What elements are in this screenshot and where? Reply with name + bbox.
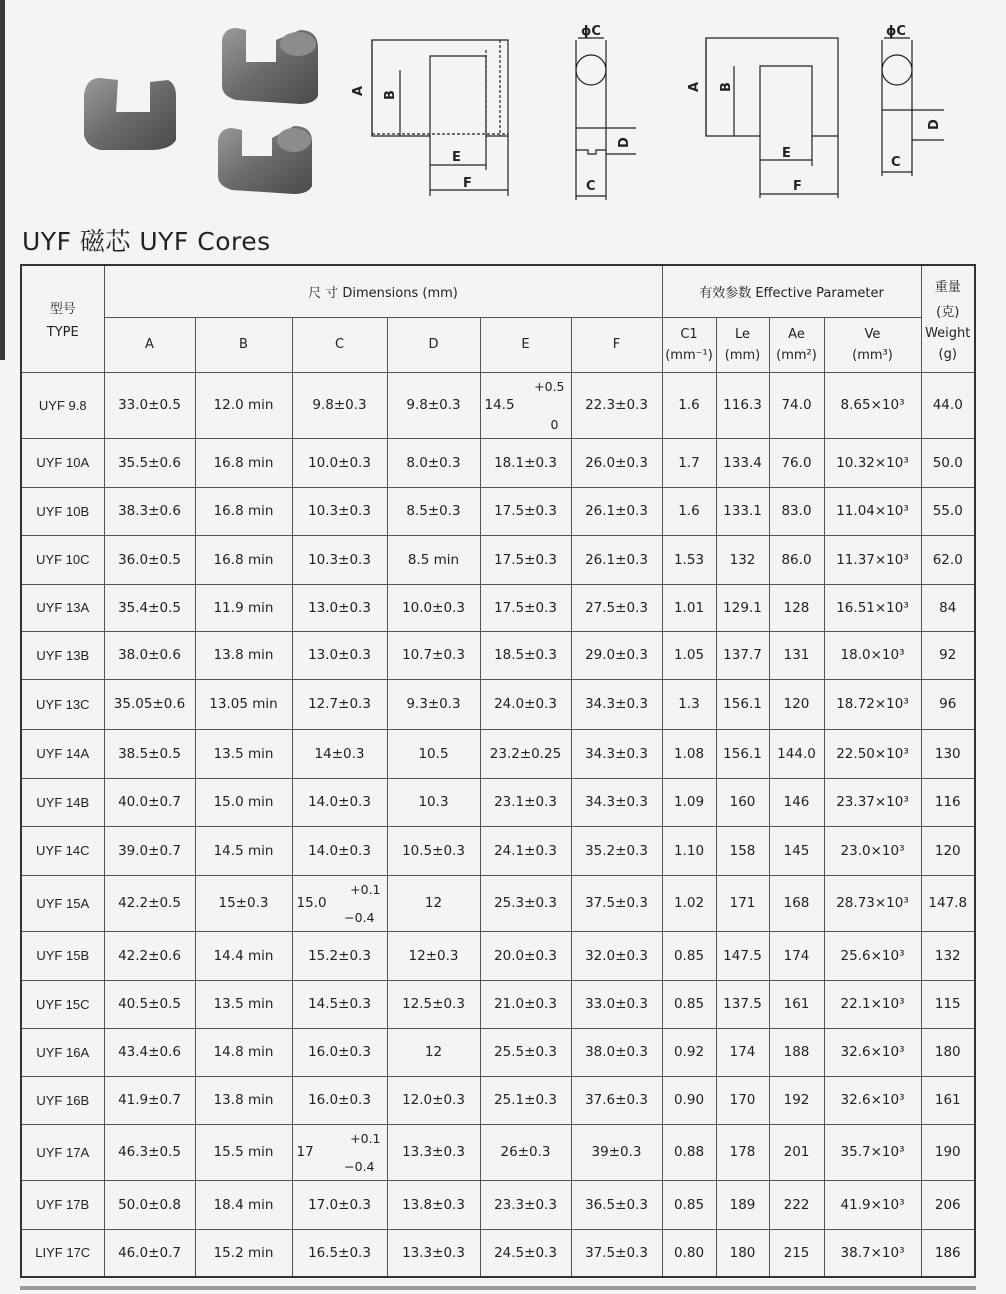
cell-b: 13.8 min [195, 1076, 292, 1124]
cell-w: 44.0 [921, 372, 975, 438]
cell-le: 171 [716, 875, 769, 931]
cell-le: 137.5 [716, 980, 769, 1028]
cell-c: 12.7±0.3 [292, 679, 387, 729]
cell-f: 26.1±0.3 [571, 487, 662, 535]
table-row [21, 1028, 975, 1076]
cell-f: 27.5±0.3 [571, 584, 662, 631]
dim-b2-label: B [719, 82, 734, 92]
cell-ae: 188 [769, 1028, 824, 1076]
cell-c: 13.0±0.3 [292, 631, 387, 679]
cell-ae: 145 [769, 826, 824, 875]
cell-b: 13.8 min [195, 631, 292, 679]
cell-ae: 83.0 [769, 487, 824, 535]
cell-a: 33.0±0.5 [104, 372, 195, 438]
cell-c: 14±0.3 [292, 729, 387, 778]
cell-ae: 201 [769, 1124, 824, 1180]
dim-b-label: B [383, 90, 398, 100]
cell-f: 32.0±0.3 [571, 931, 662, 980]
cell-d: 10.7±0.3 [387, 631, 480, 679]
ae-unit: (mm²) [776, 347, 817, 363]
cell-w: 130 [921, 729, 975, 778]
spec-table [20, 264, 976, 1278]
cell-c1: 1.6 [662, 487, 716, 535]
dim-f-label: F [463, 176, 472, 191]
cell-e: 23.2±0.25 [480, 729, 571, 778]
cell-c-main: 17 [296, 1144, 314, 1160]
cell-b: 16.8 min [195, 487, 292, 535]
cell-b: 15.2 min [195, 1229, 292, 1277]
figures-area [0, 0, 1006, 215]
cell-c-main: 15.0 [296, 895, 327, 911]
cell-b: 16.8 min [195, 438, 292, 487]
cell-c1: 0.80 [662, 1229, 716, 1277]
cell-type: UYF 9.8 [21, 372, 104, 438]
dim-e-label: E [452, 150, 461, 165]
cell-a: 38.3±0.6 [104, 487, 195, 535]
table-row [21, 875, 975, 931]
cell-type: UYF 14C [21, 826, 104, 875]
table-row [21, 1229, 975, 1277]
cell-ae: 215 [769, 1229, 824, 1277]
cell-d: 13.3±0.3 [387, 1229, 480, 1277]
cell-le: 147.5 [716, 931, 769, 980]
weight-header-unit: (g) [938, 346, 957, 362]
cell-le: 129.1 [716, 584, 769, 631]
cell-e: 20.0±0.3 [480, 931, 571, 980]
cell-c1: 0.92 [662, 1028, 716, 1076]
cell-ve: 23.37×10³ [824, 778, 921, 826]
cell-w: 206 [921, 1180, 975, 1229]
cell-a: 35.5±0.6 [104, 438, 195, 487]
weight-header-cn: 重量 [934, 279, 961, 295]
cell-w: 161 [921, 1076, 975, 1124]
cell-b: 11.9 min [195, 584, 292, 631]
cell-ve: 41.9×10³ [824, 1180, 921, 1229]
le-label: Le [734, 326, 750, 342]
cell-e: 25.5±0.3 [480, 1028, 571, 1076]
table-row [21, 729, 975, 778]
cell-ae: 161 [769, 980, 824, 1028]
diagram-front-1 [372, 40, 508, 196]
ve-label: Ve [864, 326, 881, 342]
cell-c1: 0.85 [662, 931, 716, 980]
cell-d: 12.0±0.3 [387, 1076, 480, 1124]
cell-a: 38.0±0.6 [104, 631, 195, 679]
cell-f: 34.3±0.3 [571, 778, 662, 826]
cell-le: 160 [716, 778, 769, 826]
le-unit: (mm) [724, 347, 761, 363]
cell-w: 190 [921, 1124, 975, 1180]
table-row [21, 980, 975, 1028]
weight-header-en: Weight [925, 325, 971, 341]
cell-e: 24.1±0.3 [480, 826, 571, 875]
cell-type: UYF 10C [21, 535, 104, 584]
cell-a: 35.05±0.6 [104, 679, 195, 729]
cell-w: 115 [921, 980, 975, 1028]
cell-c: 14.0±0.3 [292, 778, 387, 826]
table-row [21, 1124, 975, 1180]
cell-ae: 146 [769, 778, 824, 826]
cell-b: 14.4 min [195, 931, 292, 980]
cell-ve: 18.0×10³ [824, 631, 921, 679]
spec-table-wrap [20, 264, 974, 1278]
core-photo-u [84, 78, 176, 150]
cell-type: LIYF 17C [21, 1229, 104, 1277]
cell-c: 16.0±0.3 [292, 1076, 387, 1124]
cell-f: 29.0±0.3 [571, 631, 662, 679]
cell-a: 41.9±0.7 [104, 1076, 195, 1124]
cell-a: 42.2±0.6 [104, 931, 195, 980]
cell-ae: 128 [769, 584, 824, 631]
cell-w: 62.0 [921, 535, 975, 584]
cell-c1: 0.90 [662, 1076, 716, 1124]
cell-ve: 25.6×10³ [824, 931, 921, 980]
cell-c1: 1.10 [662, 826, 716, 875]
cell-c: 17.0±0.3 [292, 1180, 387, 1229]
dim-phic2-label: ϕC [886, 24, 906, 39]
cell-d: 12.5±0.3 [387, 980, 480, 1028]
col-ve-header [824, 317, 921, 372]
cell-ve: 35.7×10³ [824, 1124, 921, 1180]
cell-le: 189 [716, 1180, 769, 1229]
dim-phic-label: ϕC [581, 24, 601, 39]
cell-w: 96 [921, 679, 975, 729]
cell-f: 33.0±0.3 [571, 980, 662, 1028]
dim-e2-label: E [782, 146, 791, 161]
cell-f: 22.3±0.3 [571, 372, 662, 438]
col-a-header: A [104, 317, 195, 372]
cell-c1: 1.01 [662, 584, 716, 631]
cell-w: 55.0 [921, 487, 975, 535]
cell-w: 132 [921, 931, 975, 980]
cell-f: 35.2±0.3 [571, 826, 662, 875]
cell-d: 8.0±0.3 [387, 438, 480, 487]
core-photo-cylinder [222, 28, 318, 104]
cell-e: 17.5±0.3 [480, 535, 571, 584]
cell-type: UYF 15B [21, 931, 104, 980]
diagram-front-2 [706, 38, 838, 198]
cell-c1: 0.88 [662, 1124, 716, 1180]
cell-w: 120 [921, 826, 975, 875]
table-row [21, 778, 975, 826]
cell-e: 26±0.3 [480, 1124, 571, 1180]
cell-ve: 23.0×10³ [824, 826, 921, 875]
type-header-en: TYPE [46, 324, 79, 340]
cell-w: 147.8 [921, 875, 975, 931]
cell-b: 15.5 min [195, 1124, 292, 1180]
cell-c1: 1.6 [662, 372, 716, 438]
table-row [21, 679, 975, 729]
cell-a: 46.0±0.7 [104, 1229, 195, 1277]
col-le-header [716, 317, 769, 372]
cell-w: 180 [921, 1028, 975, 1076]
ae-label: Ae [788, 326, 805, 342]
cell-d: 12 [387, 875, 480, 931]
cell-e: 24.0±0.3 [480, 679, 571, 729]
cell-c [292, 875, 387, 931]
cell-a: 50.0±0.8 [104, 1180, 195, 1229]
table-row [21, 1076, 975, 1124]
cell-f: 26.0±0.3 [571, 438, 662, 487]
cell-le: 178 [716, 1124, 769, 1180]
cell-f: 26.1±0.3 [571, 535, 662, 584]
cell-b: 16.8 min [195, 535, 292, 584]
cell-le: 156.1 [716, 729, 769, 778]
cell-e: 18.5±0.3 [480, 631, 571, 679]
cell-e-main: 14.5 [484, 397, 515, 413]
cell-ve: 32.6×10³ [824, 1076, 921, 1124]
col-d-header: D [387, 317, 480, 372]
cell-a: 40.0±0.7 [104, 778, 195, 826]
type-header-cn: 型号 [49, 301, 76, 317]
cell-type: UYF 13A [21, 584, 104, 631]
dim-a2-label: A [687, 81, 702, 92]
cell-b: 18.4 min [195, 1180, 292, 1229]
cell-c1: 0.85 [662, 1180, 716, 1229]
cell-type: UYF 16A [21, 1028, 104, 1076]
cell-w: 50.0 [921, 438, 975, 487]
table-row [21, 438, 975, 487]
cell-f: 39±0.3 [571, 1124, 662, 1180]
cell-type: UYF 14A [21, 729, 104, 778]
cell-a: 36.0±0.5 [104, 535, 195, 584]
cell-w: 186 [921, 1229, 975, 1277]
page-title: UYF 磁芯 UYF Cores [22, 227, 271, 256]
cell-ve: 38.7×10³ [824, 1229, 921, 1277]
cell-type: UYF 17B [21, 1180, 104, 1229]
c1-label: C1 [680, 326, 698, 342]
cell-le: 132 [716, 535, 769, 584]
cell-c1: 1.02 [662, 875, 716, 931]
cell-e: 25.3±0.3 [480, 875, 571, 931]
cell-c1: 1.53 [662, 535, 716, 584]
col-e-header: E [480, 317, 571, 372]
cell-type: UYF 15A [21, 875, 104, 931]
cell-c1: 1.08 [662, 729, 716, 778]
cell-le: 174 [716, 1028, 769, 1076]
cell-c-lo: −0.4 [344, 909, 375, 925]
cell-w: 116 [921, 778, 975, 826]
cell-a: 39.0±0.7 [104, 826, 195, 875]
table-row [21, 372, 975, 438]
cell-d: 9.3±0.3 [387, 679, 480, 729]
col-f-header: F [571, 317, 662, 372]
cell-le: 133.1 [716, 487, 769, 535]
table-row [21, 1180, 975, 1229]
dimensions-header: 尺 寸 Dimensions (mm) [104, 265, 662, 317]
cell-b: 14.8 min [195, 1028, 292, 1076]
cell-c: 13.0±0.3 [292, 584, 387, 631]
ve-unit: (mm³) [852, 347, 893, 363]
cell-type: UYF 15C [21, 980, 104, 1028]
cell-ae: 131 [769, 631, 824, 679]
cell-le: 156.1 [716, 679, 769, 729]
cell-ae: 168 [769, 875, 824, 931]
cell-c1: 1.09 [662, 778, 716, 826]
cell-le: 137.7 [716, 631, 769, 679]
cell-le: 158 [716, 826, 769, 875]
col-ae-header [769, 317, 824, 372]
cell-f: 34.3±0.3 [571, 729, 662, 778]
cell-c: 14.5±0.3 [292, 980, 387, 1028]
cell-b: 14.5 min [195, 826, 292, 875]
cell-d: 10.5±0.3 [387, 826, 480, 875]
cell-d: 10.3 [387, 778, 480, 826]
cell-b: 15±0.3 [195, 875, 292, 931]
cell-c1: 1.7 [662, 438, 716, 487]
cell-ve: 11.37×10³ [824, 535, 921, 584]
cell-w: 92 [921, 631, 975, 679]
cell-b: 15.0 min [195, 778, 292, 826]
cell-ae: 76.0 [769, 438, 824, 487]
cell-c1: 0.85 [662, 980, 716, 1028]
cell-d: 13.8±0.3 [387, 1180, 480, 1229]
weight-header [921, 265, 975, 372]
cell-e-lo: 0 [550, 416, 559, 432]
cell-a: 43.4±0.6 [104, 1028, 195, 1076]
cell-type: UYF 10A [21, 438, 104, 487]
cell-e: 18.1±0.3 [480, 438, 571, 487]
cell-d: 10.5 [387, 729, 480, 778]
col-c1-header [662, 317, 716, 372]
dim-f2-label: F [793, 179, 802, 194]
cell-a: 38.5±0.5 [104, 729, 195, 778]
cell-b: 13.05 min [195, 679, 292, 729]
cell-d: 12 [387, 1028, 480, 1076]
effective-header: 有效参数 Effective Parameter [662, 265, 921, 317]
cell-ve: 8.65×10³ [824, 372, 921, 438]
col-b-header: B [195, 317, 292, 372]
cell-b: 13.5 min [195, 729, 292, 778]
cell-c: 14.0±0.3 [292, 826, 387, 875]
cell-c: 16.0±0.3 [292, 1028, 387, 1076]
cell-c-up: +0.1 [350, 881, 381, 897]
cell-ve: 22.50×10³ [824, 729, 921, 778]
cell-e: 21.0±0.3 [480, 980, 571, 1028]
table-row [21, 487, 975, 535]
cell-d: 12±0.3 [387, 931, 480, 980]
cell-b: 13.5 min [195, 980, 292, 1028]
cell-type: UYF 16B [21, 1076, 104, 1124]
cell-type: UYF 13B [21, 631, 104, 679]
dim-a-label: A [351, 85, 366, 96]
cell-c: 10.0±0.3 [292, 438, 387, 487]
table-row [21, 631, 975, 679]
cell-a: 46.3±0.5 [104, 1124, 195, 1180]
cell-c: 15.2±0.3 [292, 931, 387, 980]
cell-f: 38.0±0.3 [571, 1028, 662, 1076]
cell-ve: 28.73×10³ [824, 875, 921, 931]
cell-le: 133.4 [716, 438, 769, 487]
cell-f: 37.5±0.3 [571, 875, 662, 931]
weight-header-cn2: (克) [936, 304, 960, 320]
cell-e: 25.1±0.3 [480, 1076, 571, 1124]
spec-table-body [21, 372, 975, 1277]
cell-f: 34.3±0.3 [571, 679, 662, 729]
table-row [21, 584, 975, 631]
diagram-side-1 [576, 38, 636, 200]
cell-ve: 16.51×10³ [824, 584, 921, 631]
cell-f: 37.5±0.3 [571, 1229, 662, 1277]
cell-c-lo: −0.4 [344, 1158, 375, 1174]
table-row [21, 931, 975, 980]
cell-ae: 222 [769, 1180, 824, 1229]
cell-ae: 86.0 [769, 535, 824, 584]
cell-ae: 192 [769, 1076, 824, 1124]
cell-type: UYF 14B [21, 778, 104, 826]
type-header [21, 265, 104, 372]
cell-e: 17.5±0.3 [480, 487, 571, 535]
cell-c: 16.5±0.3 [292, 1229, 387, 1277]
c1-unit: (mm⁻¹) [665, 347, 713, 363]
cell-ve: 10.32×10³ [824, 438, 921, 487]
cell-a: 40.5±0.5 [104, 980, 195, 1028]
cell-ae: 174 [769, 931, 824, 980]
dim-d2-label: D [927, 119, 942, 130]
cell-f: 37.6±0.3 [571, 1076, 662, 1124]
cell-c [292, 1124, 387, 1180]
dim-d-label: D [617, 137, 632, 148]
table-row [21, 826, 975, 875]
dim-c-label: C [586, 179, 596, 194]
cell-le: 170 [716, 1076, 769, 1124]
cell-ve: 11.04×10³ [824, 487, 921, 535]
cell-e: 23.3±0.3 [480, 1180, 571, 1229]
dim-c2-label: C [891, 155, 901, 170]
cell-c: 10.3±0.3 [292, 535, 387, 584]
cell-a: 42.2±0.5 [104, 875, 195, 931]
table-row [21, 535, 975, 584]
cell-ae: 74.0 [769, 372, 824, 438]
cell-d: 13.3±0.3 [387, 1124, 480, 1180]
cell-d: 10.0±0.3 [387, 584, 480, 631]
cell-c-up: +0.1 [350, 1130, 381, 1146]
cell-c1: 1.3 [662, 679, 716, 729]
cell-e: 23.1±0.3 [480, 778, 571, 826]
cell-a: 35.4±0.5 [104, 584, 195, 631]
cell-ve: 18.72×10³ [824, 679, 921, 729]
cell-f: 36.5±0.3 [571, 1180, 662, 1229]
cell-d: 9.8±0.3 [387, 372, 480, 438]
core-photo-small [218, 126, 312, 194]
cell-e-up: +0.5 [534, 378, 565, 394]
cell-ae: 120 [769, 679, 824, 729]
cell-le: 116.3 [716, 372, 769, 438]
cell-d: 8.5±0.3 [387, 487, 480, 535]
cell-type: UYF 10B [21, 487, 104, 535]
cell-c: 10.3±0.3 [292, 487, 387, 535]
cell-b: 12.0 min [195, 372, 292, 438]
cell-e: 24.5±0.3 [480, 1229, 571, 1277]
cell-ve: 32.6×10³ [824, 1028, 921, 1076]
cell-type: UYF 17A [21, 1124, 104, 1180]
cell-c: 9.8±0.3 [292, 372, 387, 438]
cell-d: 8.5 min [387, 535, 480, 584]
cell-ae: 144.0 [769, 729, 824, 778]
cell-e: 17.5±0.3 [480, 584, 571, 631]
cell-type: UYF 13C [21, 679, 104, 729]
cell-e [480, 372, 571, 438]
col-c-header: C [292, 317, 387, 372]
cell-w: 84 [921, 584, 975, 631]
bottom-rule [20, 1286, 976, 1290]
cell-c1: 1.05 [662, 631, 716, 679]
cell-le: 180 [716, 1229, 769, 1277]
cell-ve: 22.1×10³ [824, 980, 921, 1028]
